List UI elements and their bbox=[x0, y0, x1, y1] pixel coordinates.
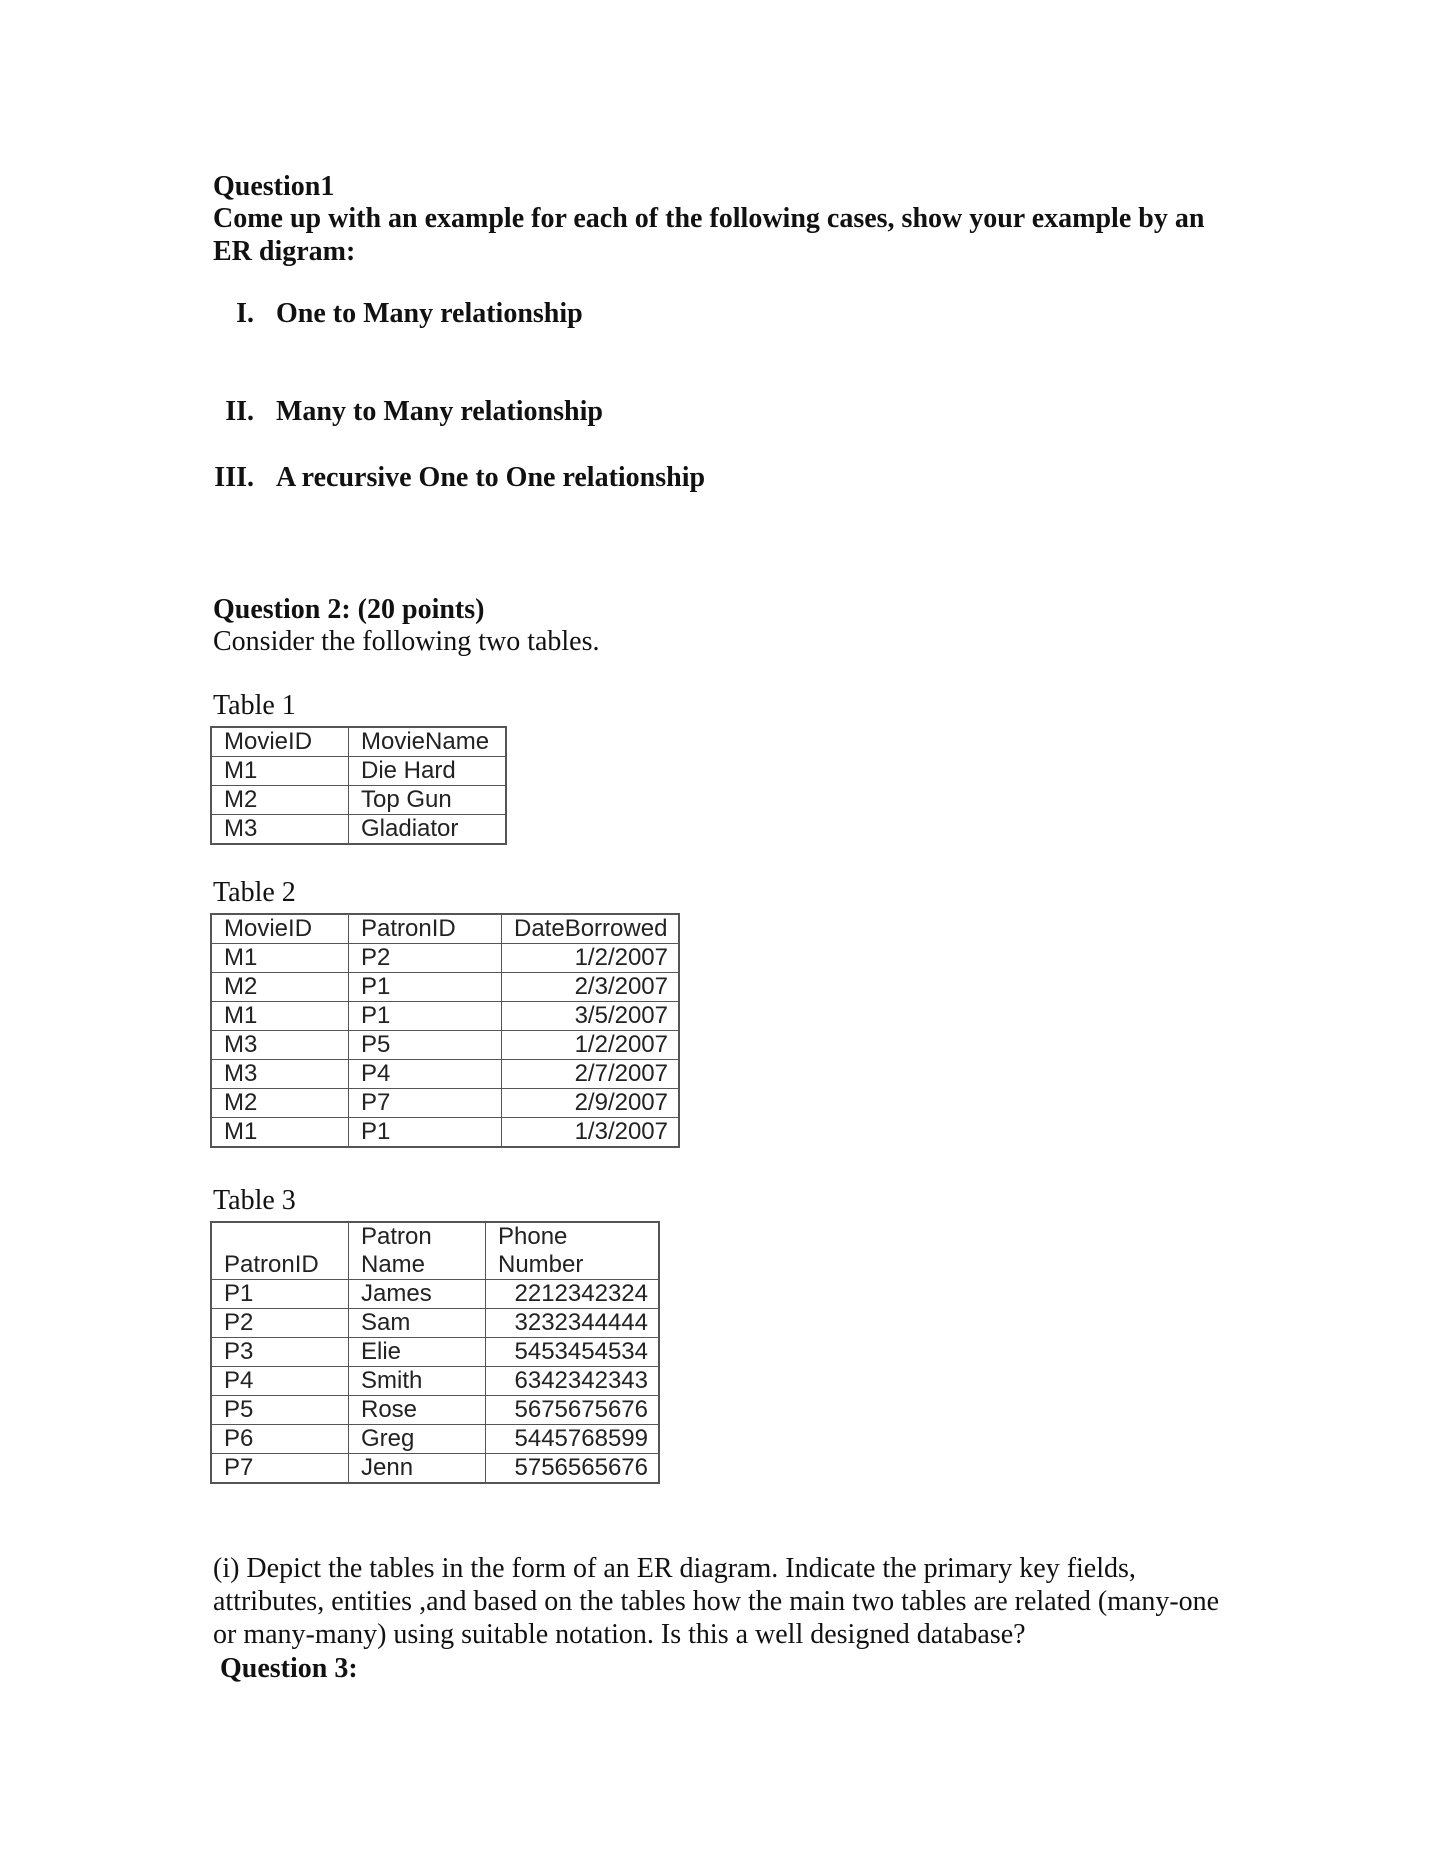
table-cell: P1 bbox=[349, 1118, 502, 1148]
table3 bbox=[210, 1221, 660, 1484]
header-line1: Phone bbox=[498, 1223, 568, 1250]
header-line1: Patron bbox=[361, 1223, 432, 1250]
table-cell: Top Gun bbox=[349, 786, 507, 815]
table1 bbox=[210, 726, 507, 845]
table-row bbox=[211, 786, 506, 815]
table-cell: 2212342324 bbox=[486, 1280, 660, 1309]
question2-intro: Consider the following two tables. bbox=[213, 626, 600, 657]
item-number: I. bbox=[236, 298, 254, 329]
question1-prompt-line2: ER digram: bbox=[213, 236, 356, 267]
table-cell: M2 bbox=[211, 973, 349, 1002]
table-cell: Gladiator bbox=[349, 815, 507, 845]
table-cell: Sam bbox=[349, 1309, 486, 1338]
table-cell: P1 bbox=[349, 1002, 502, 1031]
table-cell: P5 bbox=[211, 1396, 349, 1425]
table-cell: 3/5/2007 bbox=[502, 1002, 680, 1031]
table-row bbox=[211, 1002, 679, 1031]
table-cell: 5675675676 bbox=[486, 1396, 660, 1425]
table-cell: M1 bbox=[211, 1118, 349, 1148]
part-i-line1: (i) Depict the tables in the form of an ER diagram. Indicate the primary key fields, bbox=[213, 1553, 1136, 1584]
item-text: One to Many relationship bbox=[276, 298, 583, 329]
table-cell: Die Hard bbox=[349, 757, 507, 786]
table-cell: P2 bbox=[349, 944, 502, 973]
table-header-cell: MovieName bbox=[349, 727, 507, 757]
table-header-cell bbox=[211, 1222, 349, 1280]
table-row bbox=[211, 1060, 679, 1089]
table-cell: 1/2/2007 bbox=[502, 1031, 680, 1060]
table-cell: P3 bbox=[211, 1338, 349, 1367]
table1-caption: Table 1 bbox=[213, 690, 296, 721]
table-cell: 2/9/2007 bbox=[502, 1089, 680, 1118]
table-header-cell bbox=[349, 1222, 486, 1280]
table-cell: M2 bbox=[211, 1089, 349, 1118]
question1-prompt-line1: Come up with an example for each of the following cases, show your example by an bbox=[213, 203, 1205, 234]
table-cell: M1 bbox=[211, 944, 349, 973]
table-header-row bbox=[211, 727, 506, 757]
header-line2: Name bbox=[361, 1251, 426, 1278]
item-number: III. bbox=[214, 462, 254, 493]
table-cell: 2/7/2007 bbox=[502, 1060, 680, 1089]
table-cell: Greg bbox=[349, 1425, 486, 1454]
table-cell: 6342342343 bbox=[486, 1367, 660, 1396]
item-number: II. bbox=[225, 396, 254, 427]
table-cell: Rose bbox=[349, 1396, 486, 1425]
table-header-row bbox=[211, 1222, 659, 1280]
table-row bbox=[211, 1425, 659, 1454]
table-header-cell: MovieID bbox=[211, 914, 349, 944]
table3-caption: Table 3 bbox=[213, 1185, 296, 1216]
table-cell: M3 bbox=[211, 1031, 349, 1060]
table-cell: Smith bbox=[349, 1367, 486, 1396]
table-header-cell: PatronID bbox=[349, 914, 502, 944]
header-line2: Number bbox=[498, 1251, 584, 1278]
table-row bbox=[211, 1089, 679, 1118]
table-row bbox=[211, 1118, 679, 1148]
table-cell: P5 bbox=[349, 1031, 502, 1060]
table-cell: P7 bbox=[349, 1089, 502, 1118]
table-cell: 2/3/2007 bbox=[502, 973, 680, 1002]
table-cell: P1 bbox=[349, 973, 502, 1002]
table-row bbox=[211, 1309, 659, 1338]
table-cell: 5445768599 bbox=[486, 1425, 660, 1454]
table-cell: P7 bbox=[211, 1454, 349, 1484]
table-cell: 5756565676 bbox=[486, 1454, 660, 1484]
table-cell: 1/3/2007 bbox=[502, 1118, 680, 1148]
table-row bbox=[211, 757, 506, 786]
part-i-line2: attributes, entities ,and based on the tables how the main two tables are related (many-one bbox=[213, 1586, 1220, 1617]
table-cell: James bbox=[349, 1280, 486, 1309]
table-row bbox=[211, 1280, 659, 1309]
table-cell: 5453454534 bbox=[486, 1338, 660, 1367]
table-cell: M2 bbox=[211, 786, 349, 815]
question1-item-3 bbox=[192, 462, 705, 494]
table-cell: 1/2/2007 bbox=[502, 944, 680, 973]
table-row bbox=[211, 973, 679, 1002]
table-row bbox=[211, 815, 506, 845]
table-header-cell: DateBorrowed bbox=[502, 914, 680, 944]
question2-title: Question 2: (20 points) bbox=[213, 594, 485, 625]
question1-title: Question1 bbox=[213, 171, 335, 202]
table-cell: Jenn bbox=[349, 1454, 486, 1484]
table-cell: P4 bbox=[211, 1367, 349, 1396]
table-row bbox=[211, 1338, 659, 1367]
header-line2: PatronID bbox=[224, 1251, 319, 1278]
table-header-row bbox=[211, 914, 679, 944]
table-row bbox=[211, 1031, 679, 1060]
question3-title: Question 3: bbox=[220, 1653, 358, 1684]
question1-item-1 bbox=[192, 298, 583, 330]
table-cell: M1 bbox=[211, 1002, 349, 1031]
table-row bbox=[211, 1367, 659, 1396]
table-cell: Elie bbox=[349, 1338, 486, 1367]
table-cell: M3 bbox=[211, 815, 349, 845]
table-cell: P4 bbox=[349, 1060, 502, 1089]
table-row bbox=[211, 1396, 659, 1425]
item-text: Many to Many relationship bbox=[276, 396, 603, 427]
table-cell: 3232344444 bbox=[486, 1309, 660, 1338]
table-row bbox=[211, 944, 679, 973]
table-row bbox=[211, 1454, 659, 1484]
table-cell: P1 bbox=[211, 1280, 349, 1309]
item-text: A recursive One to One relationship bbox=[276, 462, 706, 493]
question1-item-2 bbox=[192, 396, 603, 428]
table-cell: M1 bbox=[211, 757, 349, 786]
table-header-cell bbox=[486, 1222, 660, 1280]
table2-caption: Table 2 bbox=[213, 877, 296, 908]
table-cell: P2 bbox=[211, 1309, 349, 1338]
table-cell: M3 bbox=[211, 1060, 349, 1089]
table2 bbox=[210, 913, 680, 1148]
table-cell: P6 bbox=[211, 1425, 349, 1454]
table-header-cell: MovieID bbox=[211, 727, 349, 757]
part-i-line3: or many-many) using suitable notation. Is this a well designed database? bbox=[213, 1619, 1026, 1650]
